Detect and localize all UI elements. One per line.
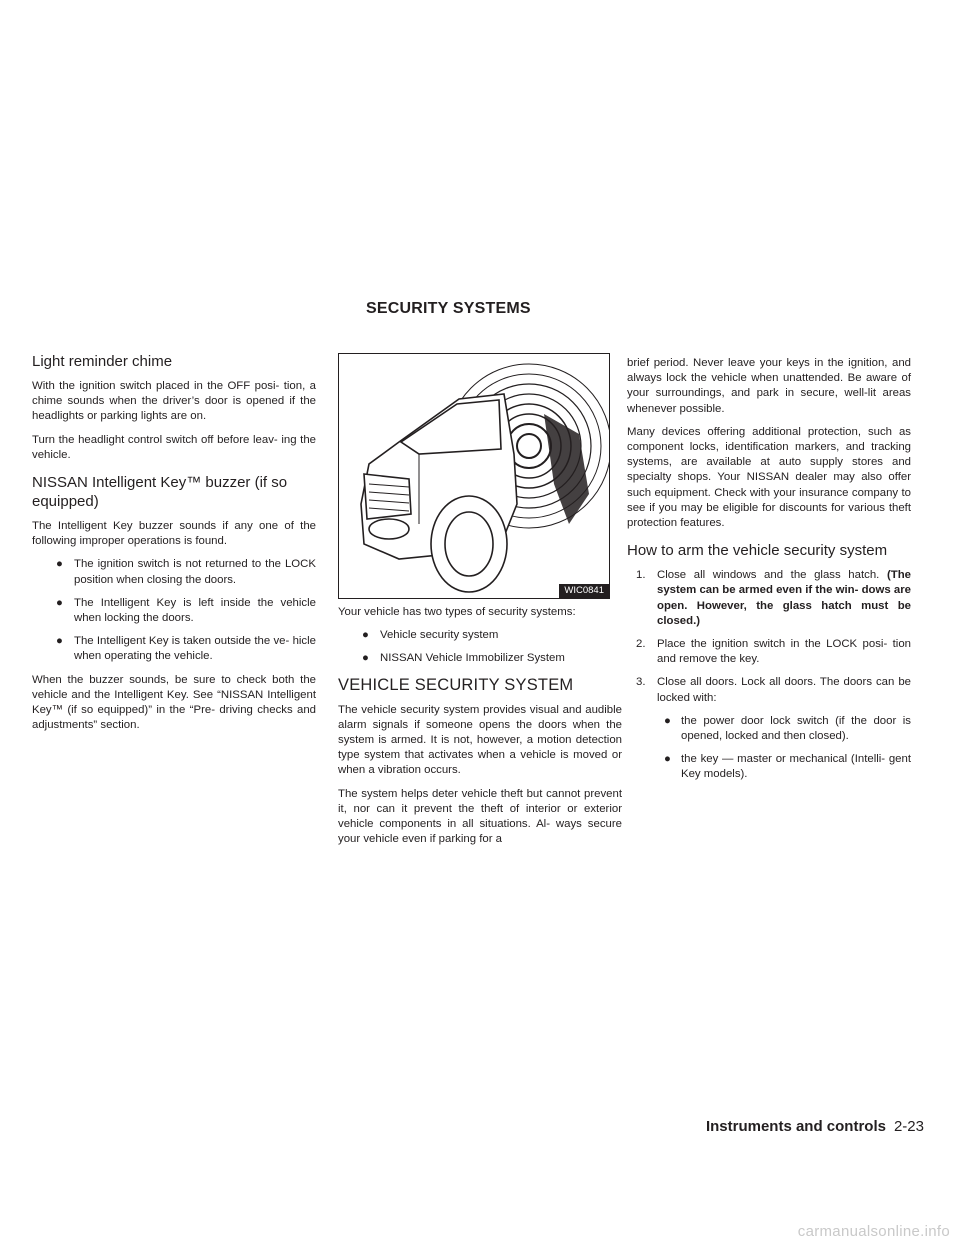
paragraph-security-types: Your vehicle has two types of security systems: [338,606,576,618]
bullet-icon: ● [56,558,63,571]
list-item [627,752,911,782]
list-item [32,634,316,664]
section-title: SECURITY SYSTEMS [366,300,531,317]
list-item-text: The ignition switch is not returned to the LOCK position when closing the doors. [74,558,316,586]
bullet-icon: ● [664,714,671,727]
list-item [32,557,316,587]
list-item-text: The Intelligent Key is taken outside the ve- hicle when operating the vehicle. [74,635,316,663]
list-item-text: Vehicle security system [380,629,499,642]
step-text: Close all doors. Lock all doors. The doors can be locked with: [657,676,911,704]
paragraph-vss-2: The system helps deter vehicle theft but cannot prevent it, nor can it prevent the theft of interior or exterior vehicle components in all situations. Al- ways secure your vehicle even if parking for a [338,787,622,846]
step-note: (The system can be armed even if the win- dows are open. However, the glass hatch must be closed.) [657,569,911,627]
heading-how-to-arm: How to arm the vehicle security system [627,542,888,560]
step-number: 3. [636,676,646,689]
vehicle-security-illustration [338,353,610,599]
bullet-icon: ● [664,753,671,766]
watermark: carmanualsonline.info [797,1223,950,1240]
list-item [32,596,316,626]
bullet-icon: ● [56,635,63,648]
column-1 [32,352,316,741]
heading-intelligent-key-buzzer: NISSAN Intelligent Key™ buzzer (if so equipped) [32,474,288,511]
list-item [338,628,622,643]
page-number: 2-23 [893,1118,924,1135]
footer-section: Instruments and controls [705,1118,886,1135]
list-item [338,651,622,666]
bullet-icon: ● [362,652,369,665]
list-item-text: NISSAN Vehicle Immobilizer System [380,652,565,665]
heading-light-reminder: Light reminder chime [32,353,173,370]
step-number: 1. [636,569,646,582]
paragraph-devices: Many devices offering additional protection, such as component locks, identification markers, and tracking systems, are available at auto supply stores and specialty shops. Your NISSAN dealer may also offer such equipment. Check with your insurance company to see if you may be eligible for discounts for various theft protection features. [627,425,911,530]
paragraph-when-buzzer: When the buzzer sounds, be sure to check both the vehicle and the Intelligent Key. See “NISSAN Intelligent Key™ (if so equipped)” in the “Pre- driving checks and adjustments” section. [32,673,316,732]
list-item-text: the key — master or mechanical (Intelli- gent Key models). [681,753,911,781]
paragraph-light-2: Turn the headlight control switch off before leav- ing the vehicle. [32,433,316,461]
list-item [627,568,911,629]
list-item [627,714,911,744]
column-2 [338,353,622,855]
page-footer [706,1118,924,1136]
paragraph-light-1: With the ignition switch placed in the OFF posi- tion, a chime sounds when the driver’s door is opened if the headlights or parking lights are on. [32,380,316,423]
bullet-icon: ● [362,629,369,642]
list-item [627,675,911,705]
suv-alarm-icon [339,354,609,598]
list-item-text: The Intelligent Key is left inside the vehicle when locking the doors. [74,596,316,625]
step-text: Close all windows and the glass hatch. [657,569,880,582]
step-number: 2. [636,638,646,651]
heading-vehicle-security-system: VEHICLE SECURITY SYSTEM [338,675,574,694]
column-3 [627,356,911,791]
figure-code: WIC0841 [559,584,609,598]
paragraph-continued: brief period. Never leave your keys in the ignition, and always lock the vehicle when unattended. Be aware of your surroundings, and park in secure, well-lit areas whenever possible. [627,357,911,415]
list-item [627,637,911,667]
step-text: Place the ignition switch in the LOCK posi- tion and remove the key. [657,638,911,666]
bullet-icon: ● [56,596,63,609]
paragraph-buzzer: The Intelligent Key buzzer sounds if any one of the following improper operations is found. [32,520,316,548]
paragraph-vss-1: The vehicle security system provides visual and audible alarm signals if someone opens the doors when the system is armed. It is not, however, a motion detection type system that activates when a vehicle is moved or when a vibration occurs. [338,703,622,777]
list-item-text: the power door lock switch (if the door is opened, locked and then closed). [681,714,911,743]
